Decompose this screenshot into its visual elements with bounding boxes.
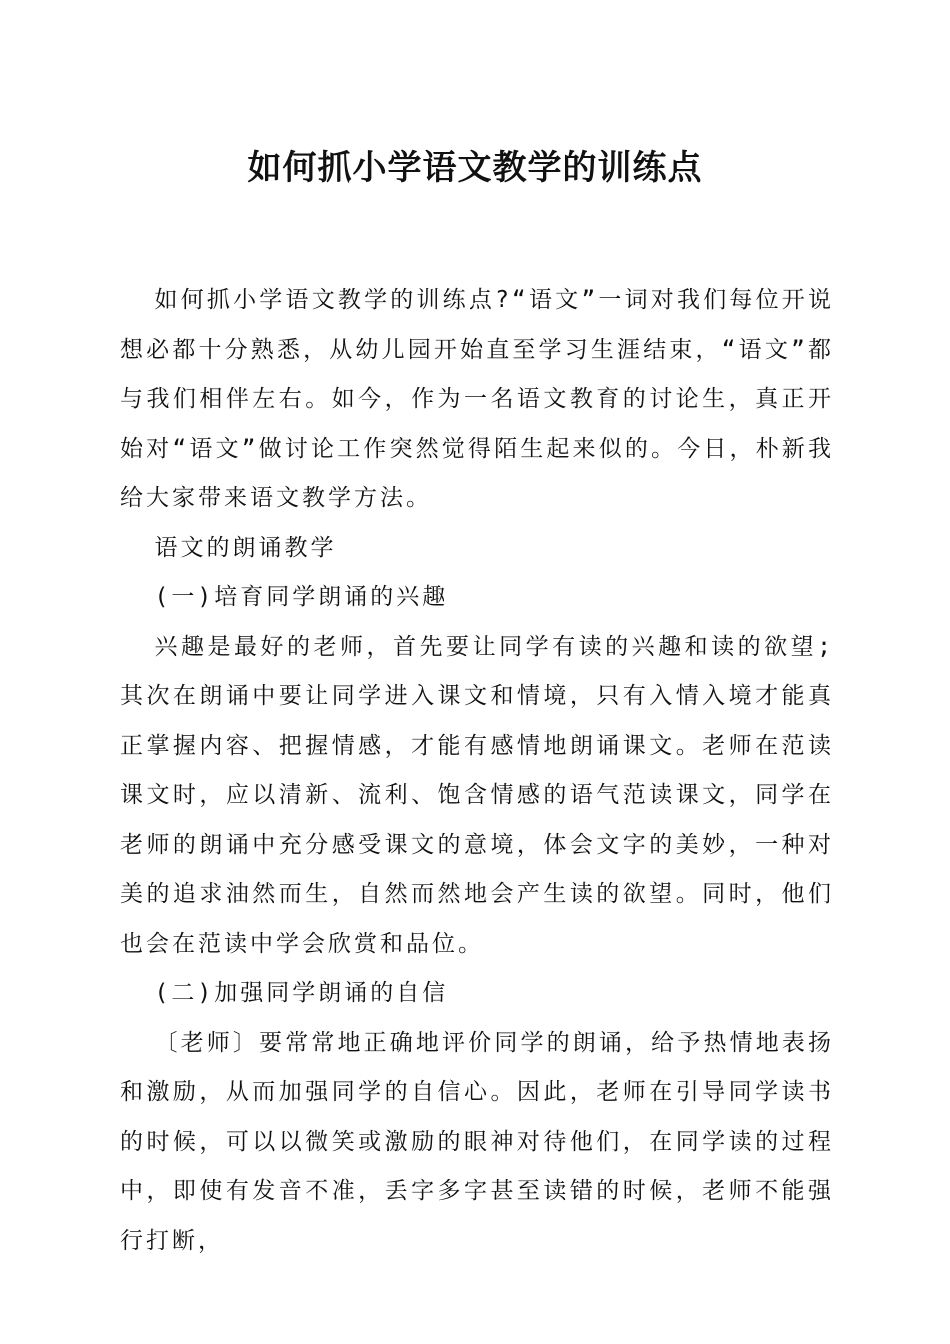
subsection-heading-confidence: (二)加强同学朗诵的自信 [154, 980, 449, 1006]
subsection-heading-interest: (一)培育同学朗诵的兴趣 [154, 584, 449, 610]
document-title: 如何抓小学语文教学的训练点 [247, 148, 703, 188]
intro-paragraph: 如何抓小学语文教学的训练点?“语文”一词对我们每位开说想必都十分熟悉，从幼儿园开始直至学习生涯结束，“语文”都与我们相伴左右。如今，作为一名语文教育的讨论生，真正开始对“语文”做讨论工作突然觉得陌生起来似的。今日，朴新我给大家带来语文教学方法。 [120, 287, 834, 511]
confidence-paragraph: 〔老师〕要常常地正确地评价同学的朗诵，给予热情地表扬和激励，从而加强同学的自信心。因此，老师在引导同学读书的时候，可以以微笑或激励的眼神对待他们，在同学读的过程中，即使有发音不准，丢字多字甚至读错的时候，老师不能强行打断， [120, 1029, 834, 1254]
section-heading-reading: 语文的朗诵教学 [154, 534, 337, 561]
interest-paragraph: 兴趣是最好的老师，首先要让同学有读的兴趣和读的欲望;其次在朗诵中要让同学进入课文和情境，只有入情入境才能真正掌握内容、把握情感，才能有感情地朗诵课文。老师在范读课文时，应以清新、流利、饱含情感的语气范读课文，同学在老师的朗诵中充分感受课文的意境，体会文字的美妙，一种对美的追求油然而生，自然而然地会产生读的欲望。同时，他们也会在范读中学会欣赏和品位。 [120, 633, 834, 957]
document-body [120, 276, 834, 1266]
